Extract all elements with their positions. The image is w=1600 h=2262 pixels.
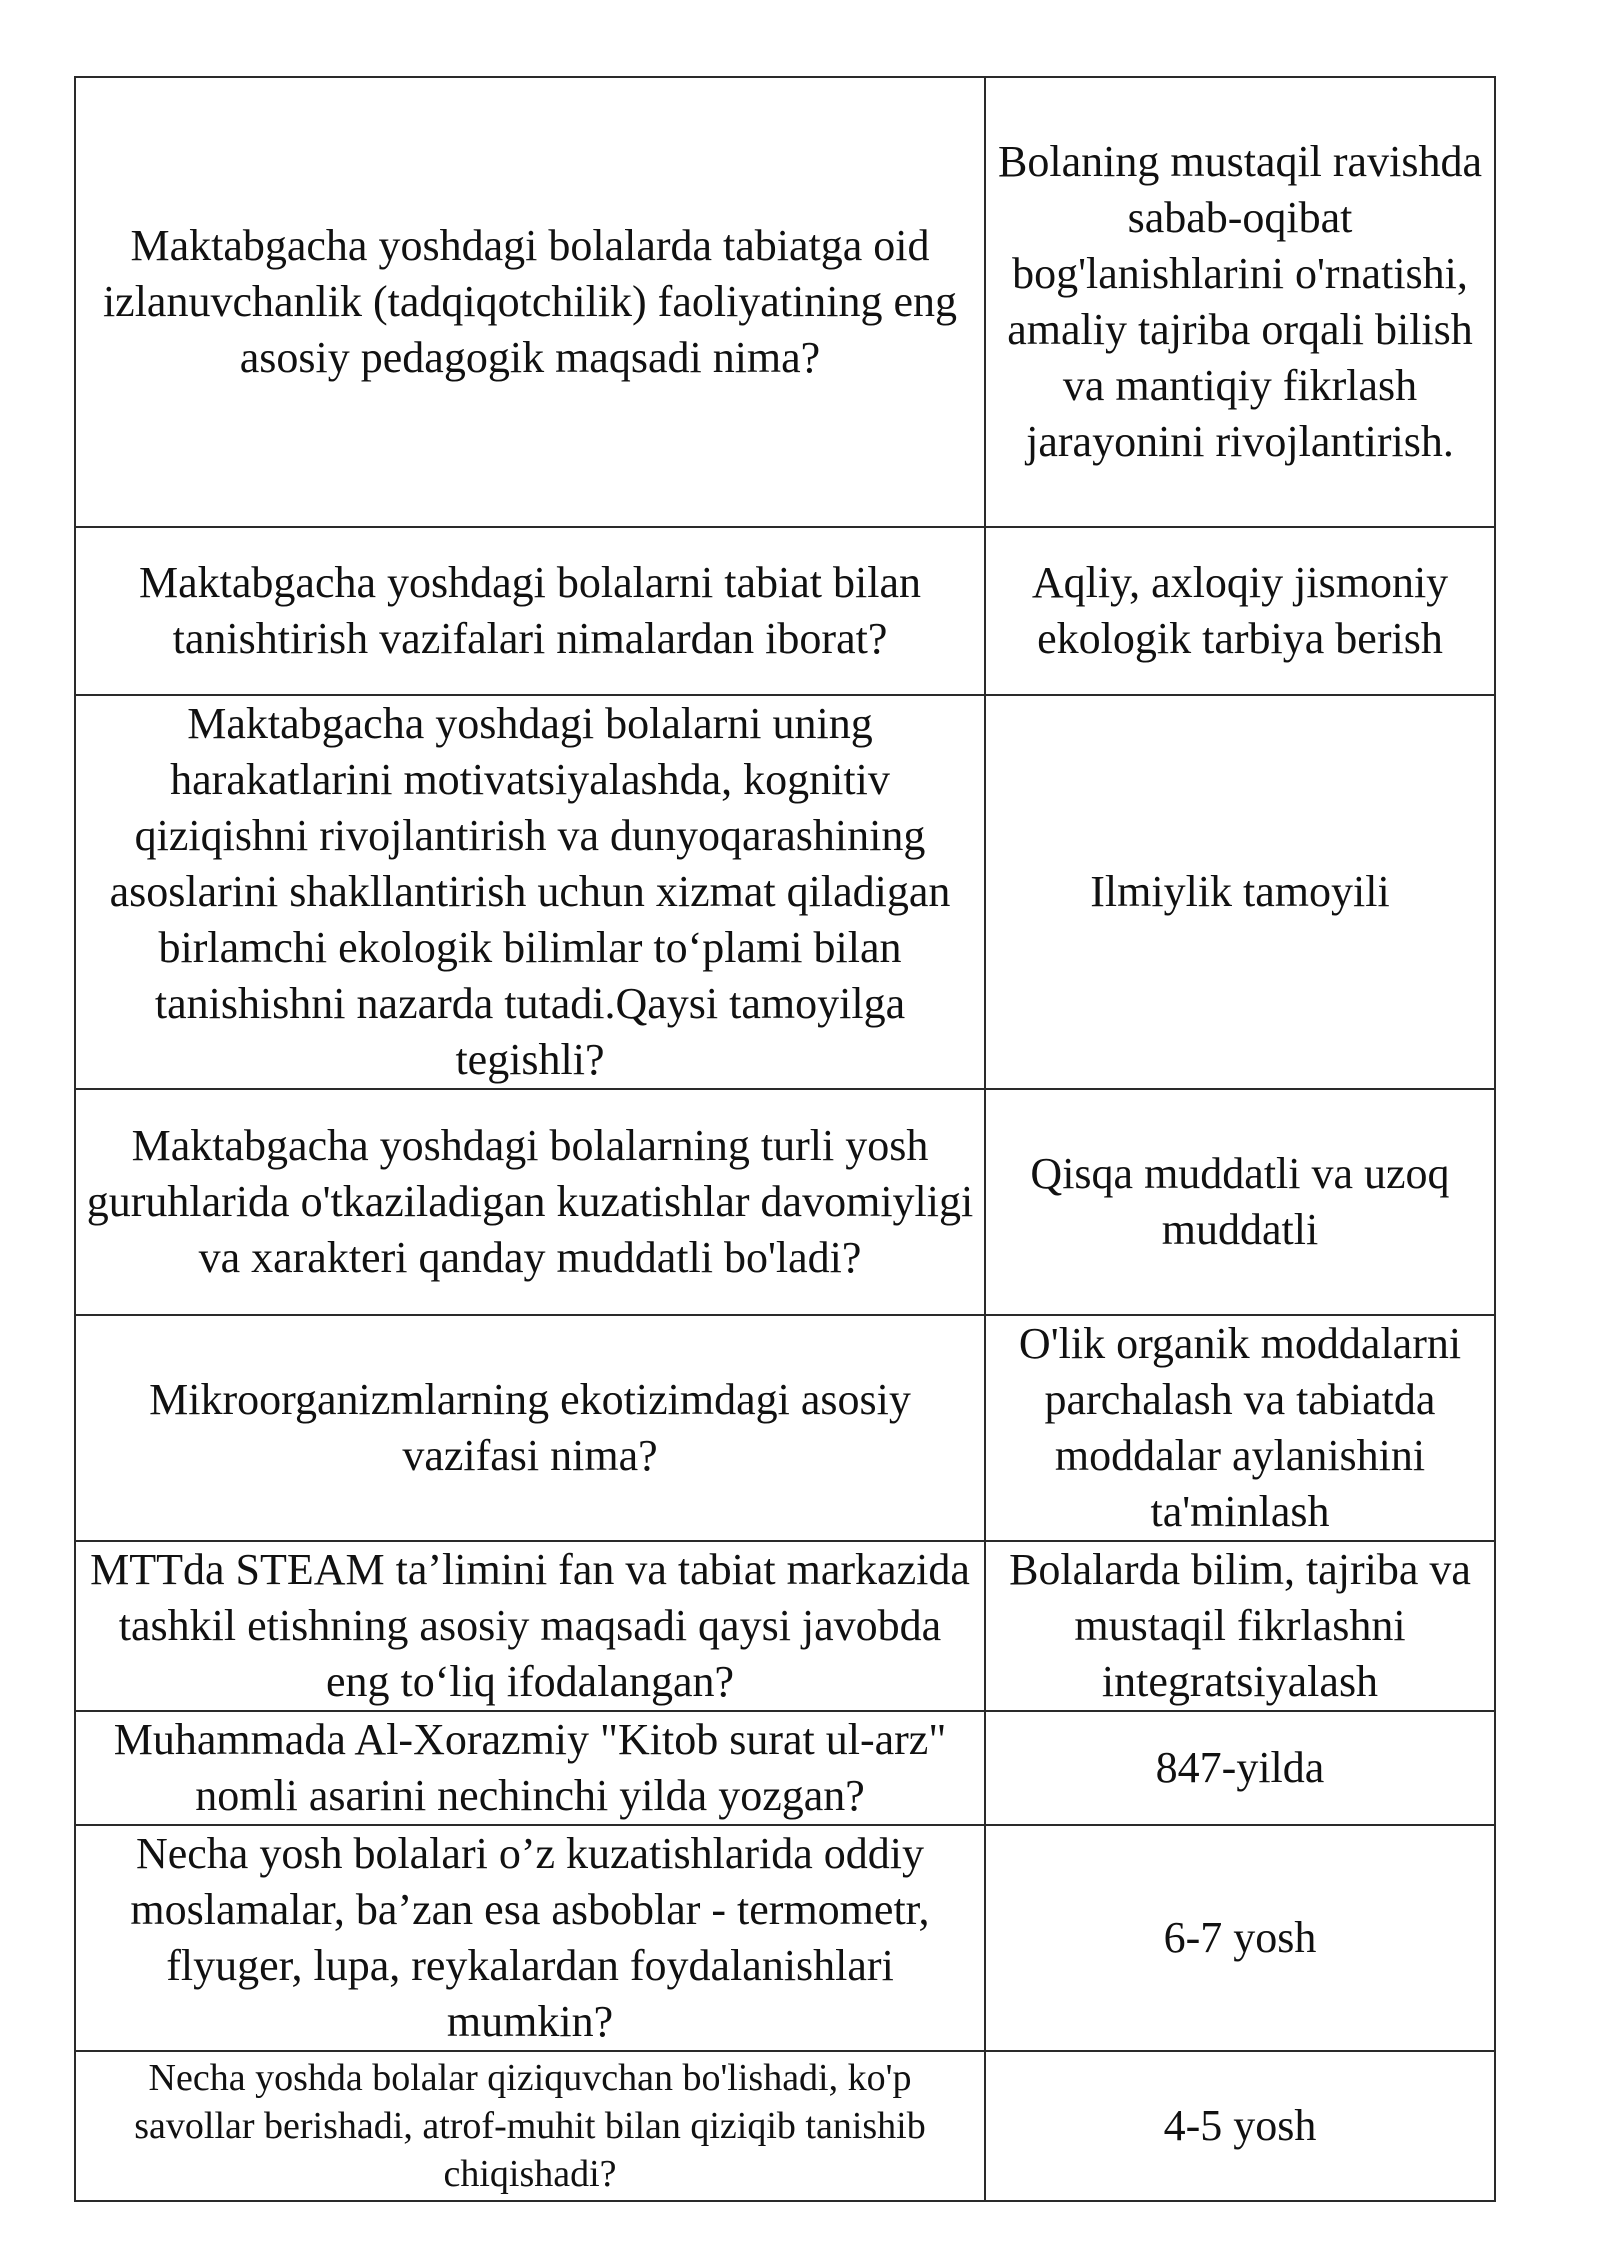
question-cell: Muhammada Al-Xorazmiy "Kitob surat ul-arz" nomli asarini nechinchi yilda yozgan? bbox=[75, 1711, 985, 1825]
answer-cell: Qisqa muddatli va uzoq muddatli bbox=[985, 1089, 1495, 1315]
question-cell: Maktabgacha yoshdagi bolalarning turli yosh guruhlarida o'tkaziladigan kuzatishlar davomiyligi va xarakteri qanday muddatli bo'ladi? bbox=[75, 1089, 985, 1315]
answer-cell: Ilmiylik tamoyili bbox=[985, 695, 1495, 1089]
answer-cell: 6-7 yosh bbox=[985, 1825, 1495, 2051]
question-cell: MTTda STEAM ta’limini fan va tabiat markazida tashkil etishning asosiy maqsadi qaysi javobda eng to‘liq ifodalangan? bbox=[75, 1541, 985, 1711]
table-row bbox=[75, 1711, 1495, 1825]
question-cell: Necha yosh bolalari o’z kuzatishlarida oddiy moslamalar, ba’zan esa asboblar - termometr, flyuger, lupa, reykalardan foydalanishlari mumkin? bbox=[75, 1825, 985, 2051]
table-row bbox=[75, 1089, 1495, 1315]
table-row bbox=[75, 2051, 1495, 2201]
table-row bbox=[75, 695, 1495, 1089]
table-row bbox=[75, 1315, 1495, 1541]
question-cell: Mikroorganizmlarning ekotizimdagi asosiy vazifasi nima? bbox=[75, 1315, 985, 1541]
table-row bbox=[75, 527, 1495, 695]
question-cell: Maktabgacha yoshdagi bolalarni tabiat bilan tanishtirish vazifalari nimalardan iborat? bbox=[75, 527, 985, 695]
answer-cell: 4-5 yosh bbox=[985, 2051, 1495, 2201]
question-cell: Maktabgacha yoshdagi bolalarni uning harakatlarini motivatsiyalashda, kognitiv qiziqishni rivojlantirish va dunyoqarashining asoslarini shakllantirish uchun xizmat qiladigan birlamchi ekologik bilimlar to‘plami bilan tanishishni nazarda tutadi.Qaysi tamoyilga tegishli? bbox=[75, 695, 985, 1089]
answer-cell: Bolalarda bilim, tajriba va mustaqil fikrlashni integratsiyalash bbox=[985, 1541, 1495, 1711]
qa-table bbox=[74, 76, 1496, 2202]
answer-cell: 847-yilda bbox=[985, 1711, 1495, 1825]
answer-cell: O'lik organik moddalarni parchalash va tabiatda moddalar aylanishini ta'minlash bbox=[985, 1315, 1495, 1541]
question-cell: Maktabgacha yoshdagi bolalarda tabiatga oid izlanuvchanlik (tadqiqotchilik) faoliyatining eng asosiy pedagogik maqsadi nima? bbox=[75, 77, 985, 527]
table-row bbox=[75, 1541, 1495, 1711]
answer-cell: Aqliy, axloqiy jismoniy ekologik tarbiya berish bbox=[985, 527, 1495, 695]
answer-cell: Bolaning mustaqil ravishda sabab-oqibat bog'lanishlarini o'rnatishi, amaliy tajriba orqali bilish va mantiqiy fikrlash jarayonini rivojlantirish. bbox=[985, 77, 1495, 527]
table-row bbox=[75, 1825, 1495, 2051]
question-cell: Necha yoshda bolalar qiziquvchan bo'lishadi, ko'p savollar berishadi, atrof-muhit bilan qiziqib tanishib chiqishadi? bbox=[75, 2051, 985, 2201]
table-row bbox=[75, 77, 1495, 527]
